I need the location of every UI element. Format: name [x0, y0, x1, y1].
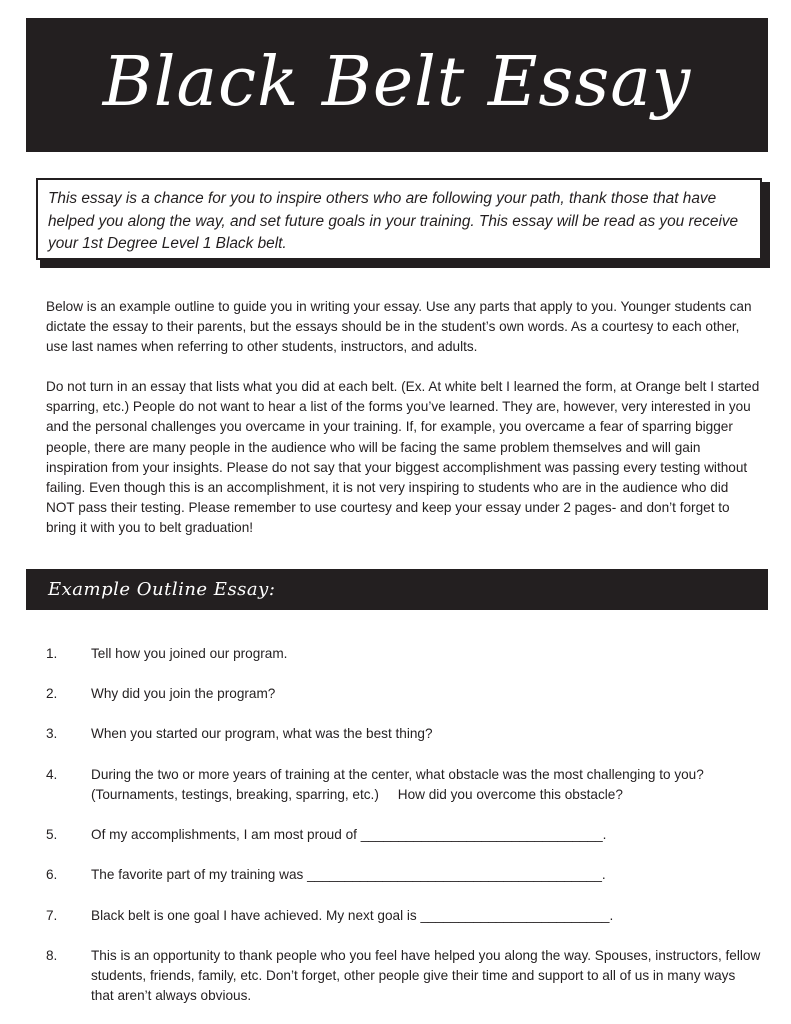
guidance-paragraph-2: Do not turn in an essay that lists what you did at each belt. (Ex. At white belt I learned the form, at Orange belt I started sparring, etc.) People do not want to hear a list of the forms you’ve learned. They are, however, very interested in you and the personal challenges you overcame in your training. If, for example, you overcame a fear of sparring bigger people, there are many people in the audience who will be facing the same problem themselves and will gain inspiration from your insights. Please do not say that your biggest accomplishment was passing every testing without failing. Even though this is an accomplishment, it is not very inspiring to students who are in the audience who did NOT pass their testing. Please remember to use courtesy and keep your essay under 2 pages- and don’t forget to bring it with you to belt graduation!	[46, 379, 760, 536]
outline-item-text: Why did you join the program?	[91, 686, 276, 701]
outline-item-number: 2.	[46, 686, 58, 701]
outline-section-bar	[26, 569, 768, 610]
outline-heading: Example Outline Essay:	[48, 579, 276, 600]
outline-item-text: Of my accomplishments, I am most proud of ________________________________.	[91, 827, 607, 842]
intro-box	[36, 178, 762, 260]
outline-item-number: 8.	[46, 948, 58, 963]
outline-item-text: During the two or more years of training at the center, what obstacle was the most challenging to you? (Tournaments, testings, breaking, sparring, etc.) How did you overcome this obstacle?	[91, 767, 708, 803]
outline-item-number: 1.	[46, 646, 58, 661]
outline-item-text: This is an opportunity to thank people who you feel have helped you along the way. Spouses, instructors, fellow students, friends, family, etc. Don’t forget, other people give their time and support to all of us in many ways that aren’t always obvious.	[91, 948, 765, 1004]
outline-item-text: Black belt is one goal I have achieved. My next goal is _________________________.	[91, 908, 614, 923]
guidance-paragraph-1: Below is an example outline to guide you in writing your essay. Use any parts that apply to you. Younger students can dictate the essay to their parents, but the essays should be in the student’s own words. As a courtesy to each other, use last names when referring to other students, instructors, and adults.	[46, 299, 752, 355]
outline-item-number: 6.	[46, 867, 58, 882]
outline-item-text: The favorite part of my training was _______________________________________.	[91, 867, 606, 882]
page-title: Black Belt Essay	[102, 42, 692, 122]
outline-item-text: Tell how you joined our program.	[91, 646, 288, 661]
outline-item-number: 4.	[46, 767, 58, 782]
outline-item-number: 3.	[46, 726, 58, 741]
outline-item-text: When you started our program, what was the best thing?	[91, 726, 433, 741]
outline-item-number: 5.	[46, 827, 58, 842]
intro-text: This essay is a chance for you to inspire others who are following your path, thank those that have helped you along the way, and set future goals in your training. This essay will be read as you receive your 1st Degree Level 1 Black belt.	[48, 190, 739, 252]
outline-item-number: 7.	[46, 908, 58, 923]
title-banner	[26, 18, 768, 152]
